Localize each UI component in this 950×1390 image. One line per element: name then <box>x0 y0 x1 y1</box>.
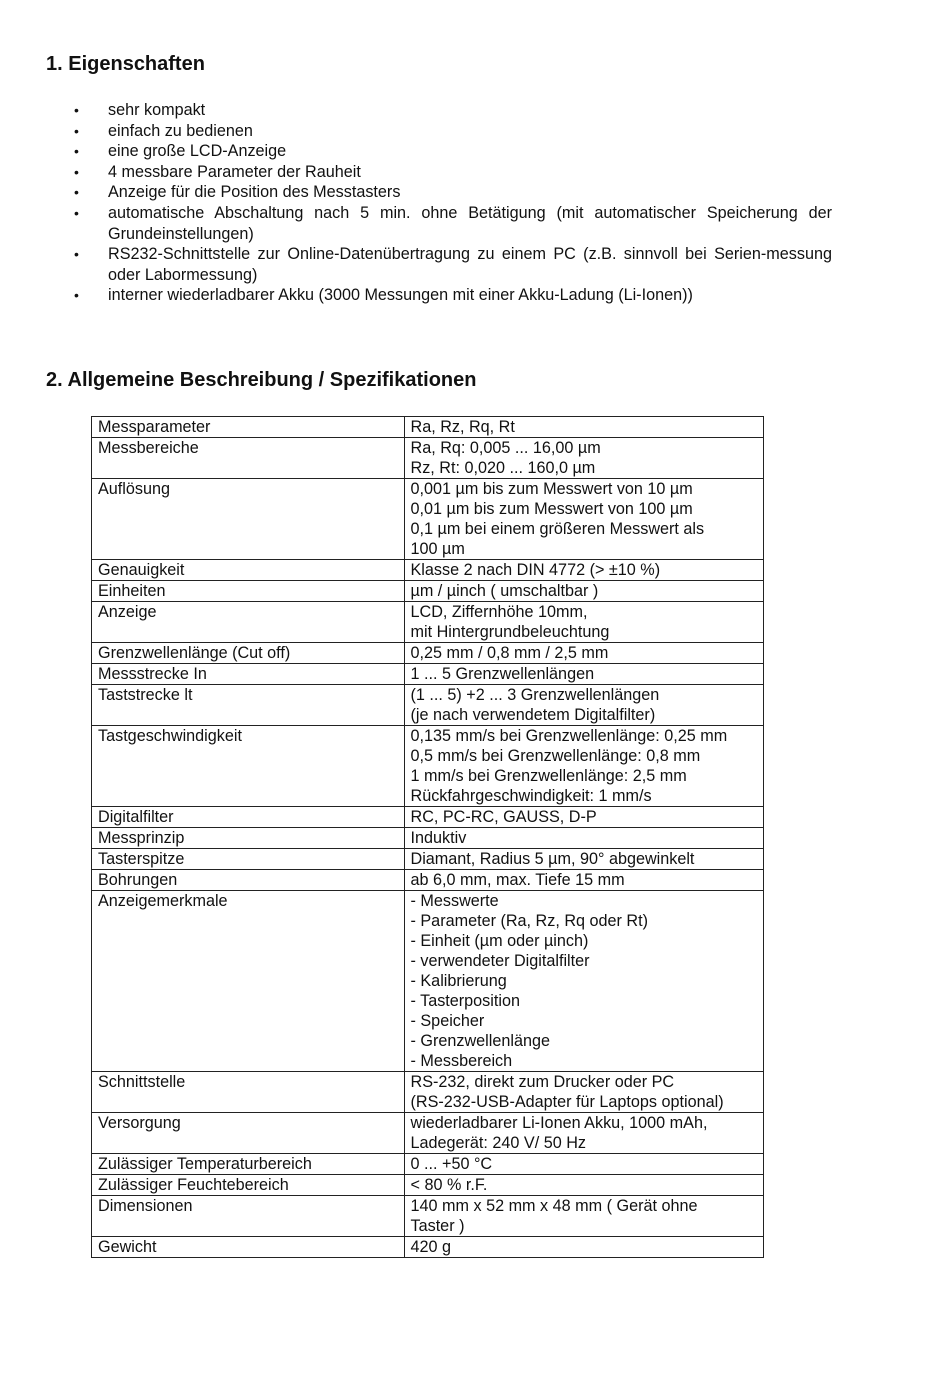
spec-value <box>404 560 764 581</box>
spec-value-line: 420 g <box>410 1238 452 1256</box>
spec-value-line: Ra, Rq: 0,005 ... 16,00 µm <box>410 439 601 457</box>
spec-key: Genauigkeit <box>92 560 405 581</box>
spec-key: Anzeige <box>92 602 405 643</box>
spec-row <box>92 1237 764 1258</box>
spec-key: Messbereiche <box>92 438 405 479</box>
spec-row <box>92 581 764 602</box>
spec-value-line: - verwendeter Digitalfilter <box>410 952 590 970</box>
feature-item <box>70 141 832 162</box>
spec-key: Schnittstelle <box>92 1072 405 1113</box>
spec-key: Messstrecke In <box>92 664 405 685</box>
section-title-eigenschaften: 1. Eigenschaften <box>46 53 205 75</box>
spec-value <box>404 602 764 643</box>
spec-row <box>92 685 764 726</box>
spec-value <box>404 417 764 438</box>
spec-value-line: LCD, Ziffernhöhe 10mm, <box>410 603 588 621</box>
bullet-icon: • <box>74 163 79 180</box>
spec-value-line: - Parameter (Ra, Rz, Rq oder Rt) <box>410 912 648 930</box>
spec-value-line: 0,25 mm / 0,8 mm / 2,5 mm <box>410 644 609 662</box>
feature-text: eine große LCD-Anzeige <box>108 142 287 161</box>
spec-value <box>404 438 764 479</box>
spec-value-line: 0,01 µm bis zum Messwert von 100 µm <box>410 500 693 518</box>
feature-text: 4 messbare Parameter der Rauheit <box>108 162 361 181</box>
spec-key: Versorgung <box>92 1113 405 1154</box>
spec-value-line: - Tasterposition <box>410 992 520 1010</box>
feature-text: Anzeige für die Position des Messtasters <box>108 183 401 202</box>
spec-key: Digitalfilter <box>92 807 405 828</box>
spec-key: Taststrecke lt <box>92 685 405 726</box>
feature-item <box>70 100 832 121</box>
spec-value-line: - Einheit (µm oder µinch) <box>410 932 589 950</box>
spec-value <box>404 1113 764 1154</box>
spec-key: Zulässiger Temperaturbereich <box>92 1154 405 1175</box>
spec-value <box>404 1196 764 1237</box>
spec-row <box>92 1175 764 1196</box>
spec-key: Tasterspitze <box>92 849 405 870</box>
spec-key: Tastgeschwindigkeit <box>92 726 405 807</box>
spec-value-line: 1 ... 5 Grenzwellenlängen <box>410 665 595 683</box>
spec-value-line: RC, PC-RC, GAUSS, D-P <box>410 808 597 826</box>
spec-row <box>92 664 764 685</box>
spec-value-line: mit Hintergrundbeleuchtung <box>410 623 610 641</box>
spec-value <box>404 849 764 870</box>
spec-value-line: RS-232, direkt zum Drucker oder PC <box>410 1073 675 1091</box>
feature-item <box>70 244 832 285</box>
section-title-spezifikationen: 2. Allgemeine Beschreibung / Spezifikationen <box>46 369 477 391</box>
spec-value-line: Rz, Rt: 0,020 ... 160,0 µm <box>410 459 596 477</box>
spec-key: Messparameter <box>92 417 405 438</box>
spec-value-line: Induktiv <box>410 829 467 847</box>
spec-key: Anzeigemerkmale <box>92 891 405 1072</box>
spec-row <box>92 726 764 807</box>
spec-key: Grenzwellenlänge (Cut off) <box>92 643 405 664</box>
spec-key: Messprinzip <box>92 828 405 849</box>
feature-text: interner wiederladbarer Akku (3000 Messungen mit einer Akku-Ladung (Li-Ionen)) <box>108 286 693 305</box>
spec-value-line: Diamant, Radius 5 µm, 90° abgewinkelt <box>410 850 695 868</box>
spec-value-line: 100 µm <box>410 540 465 558</box>
spec-row <box>92 1154 764 1175</box>
spec-value <box>404 1237 764 1258</box>
spec-value-line: Ra, Rz, Rq, Rt <box>410 418 515 436</box>
spec-value <box>404 726 764 807</box>
spec-key: Bohrungen <box>92 870 405 891</box>
spec-value-line: - Kalibrierung <box>410 972 507 990</box>
spec-key: Zulässiger Feuchtebereich <box>92 1175 405 1196</box>
feature-item <box>70 162 832 183</box>
spec-row <box>92 1072 764 1113</box>
spec-value-line: 0,135 mm/s bei Grenzwellenlänge: 0,25 mm <box>410 727 728 745</box>
feature-item <box>70 203 832 244</box>
bullet-icon: • <box>74 184 79 201</box>
spec-value-line: 0,5 mm/s bei Grenzwellenlänge: 0,8 mm <box>410 747 701 765</box>
spec-row <box>92 1113 764 1154</box>
spec-value-line: - Messwerte <box>410 892 499 910</box>
spec-row <box>92 602 764 643</box>
spec-row <box>92 849 764 870</box>
spec-value-line: wiederladbarer Li-Ionen Akku, 1000 mAh, <box>410 1114 708 1132</box>
spec-row <box>92 828 764 849</box>
spec-value-line: 0,1 µm bei einem größeren Messwert als <box>410 520 705 538</box>
spec-key: Dimensionen <box>92 1196 405 1237</box>
feature-text: RS232-Schnittstelle zur Online-Datenübertragung zu einem PC (z.B. sinnvoll bei Serien-messung oder Labormessung) <box>108 245 832 284</box>
bullet-icon: • <box>74 143 79 160</box>
feature-item <box>70 182 832 203</box>
spec-value <box>404 1072 764 1113</box>
spec-value <box>404 479 764 560</box>
feature-list <box>70 100 832 306</box>
spec-value-line: Taster ) <box>410 1217 465 1235</box>
feature-text: automatische Abschaltung nach 5 min. ohne Betätigung (mit automatischer Speicherung der Grundeinstellungen) <box>108 203 832 243</box>
spec-value-line: - Grenzwellenlänge <box>410 1032 550 1050</box>
spec-value-line: (1 ... 5) +2 ... 3 Grenzwellenlängen <box>410 686 660 704</box>
spec-value-line: µm / µinch ( umschaltbar ) <box>410 582 599 600</box>
spec-value-line: 1 mm/s bei Grenzwellenlänge: 2,5 mm <box>410 767 687 785</box>
spec-value-line: (je nach verwendetem Digitalfilter) <box>410 706 656 724</box>
spec-value <box>404 891 764 1072</box>
spec-value-line: (RS-232-USB-Adapter für Laptops optional) <box>410 1093 724 1111</box>
feature-text: sehr kompakt <box>108 101 206 119</box>
spec-row <box>92 643 764 664</box>
spec-row <box>92 870 764 891</box>
spec-row <box>92 560 764 581</box>
spec-value-line: ab 6,0 mm, max. Tiefe 15 mm <box>410 871 625 889</box>
spec-value-line: Klasse 2 nach DIN 4772 (> ±10 %) <box>410 561 661 579</box>
spec-row <box>92 807 764 828</box>
feature-item <box>70 285 832 306</box>
spec-value-line: Rückfahrgeschwindigkeit: 1 mm/s <box>410 787 652 805</box>
spec-row <box>92 438 764 479</box>
spec-key: Einheiten <box>92 581 405 602</box>
spec-value <box>404 1175 764 1196</box>
spec-value-line: - Speicher <box>410 1012 485 1030</box>
spec-value <box>404 807 764 828</box>
spec-value <box>404 643 764 664</box>
spec-row <box>92 1196 764 1237</box>
bullet-icon: • <box>74 246 79 263</box>
spec-row <box>92 417 764 438</box>
spec-key: Auflösung <box>92 479 405 560</box>
spec-value-line: 0 ... +50 °C <box>410 1155 493 1173</box>
spec-value <box>404 685 764 726</box>
feature-text: einfach zu bedienen <box>108 121 253 140</box>
bullet-icon: • <box>74 122 79 139</box>
spec-value <box>404 581 764 602</box>
spec-value <box>404 828 764 849</box>
spec-value <box>404 1154 764 1175</box>
spec-value-line: 0,001 µm bis zum Messwert von 10 µm <box>410 480 693 498</box>
bullet-icon: • <box>74 102 79 118</box>
spec-value <box>404 664 764 685</box>
bullet-icon: • <box>74 287 79 304</box>
spec-value <box>404 870 764 891</box>
spec-key: Gewicht <box>92 1237 405 1258</box>
specification-table <box>91 416 764 1258</box>
spec-row <box>92 891 764 1072</box>
spec-value-line: 140 mm x 52 mm x 48 mm ( Gerät ohne <box>410 1197 698 1215</box>
bullet-icon: • <box>74 204 79 221</box>
spec-row <box>92 479 764 560</box>
spec-value-line: - Messbereich <box>410 1052 513 1070</box>
spec-value-line: Ladegerät: 240 V/ 50 Hz <box>410 1134 586 1152</box>
feature-item <box>70 121 832 142</box>
spec-value-line: < 80 % r.F. <box>410 1176 488 1194</box>
